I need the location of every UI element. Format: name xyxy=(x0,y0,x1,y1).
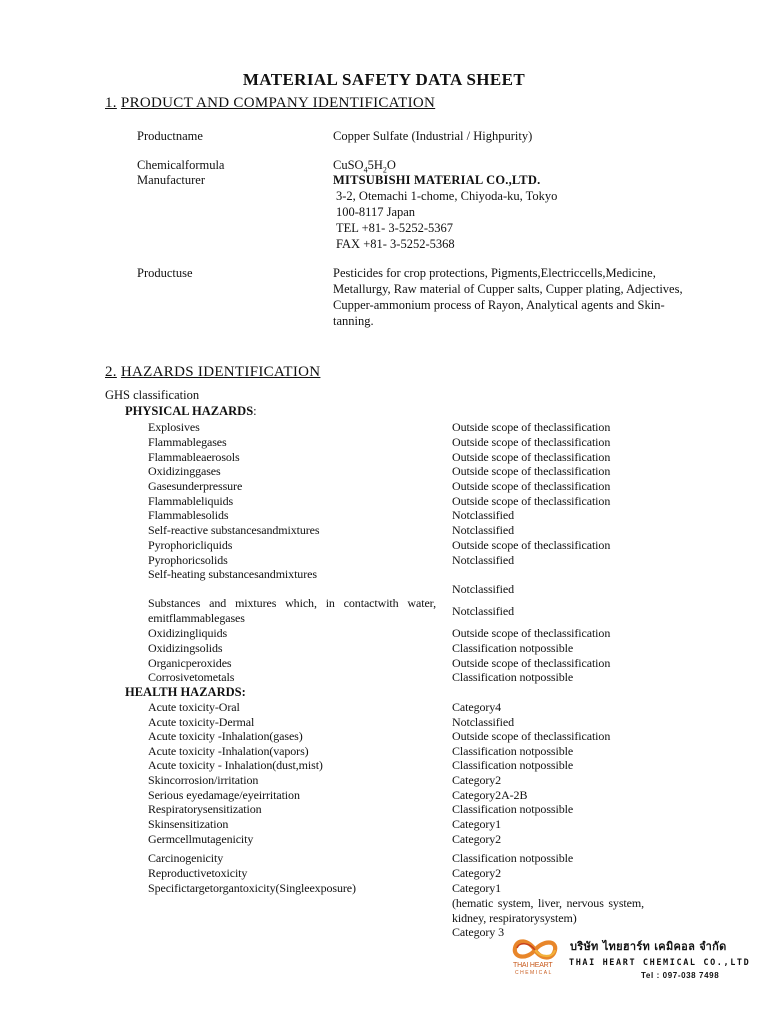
hazard-value: Outside scope of theclassification xyxy=(452,479,611,493)
physical-hazards-heading xyxy=(125,404,257,419)
hazard-value: Outside scope of theclassification xyxy=(452,464,611,478)
hazard-value: Classification notpossible xyxy=(452,758,574,772)
hazard-item: Reproductivetoxicity xyxy=(148,866,248,880)
hazard-item: Specifictargetorgantoxicity(Singleexposure) xyxy=(148,881,356,895)
hazard-item: Flammablegases xyxy=(148,435,227,449)
hazard-item: Acute toxicity-Oral xyxy=(148,700,240,714)
formula-label: Chemicalformula xyxy=(137,158,225,172)
telephone-line: TEL +81- 3-5252-5367 xyxy=(336,221,453,235)
physical-hazards-colon: : xyxy=(253,404,257,418)
hazard-item: Substances and mixtures which, in contactwith water, emitflammablegases xyxy=(148,596,436,625)
hazard-value: Classification notpossible xyxy=(452,641,574,655)
hazard-item: Acute toxicity -Inhalation(vapors) xyxy=(148,744,309,758)
hazard-item: Pyrophoricliquids xyxy=(148,538,233,552)
hazard-item: Self-heating substancesandmixtures xyxy=(148,567,317,581)
logo-brand-line-1: THAI HEART xyxy=(513,962,553,969)
hazard-item: Pyrophoricsolids xyxy=(148,553,228,567)
hazard-item: Acute toxicity - Inhalation(dust,mist) xyxy=(148,758,323,772)
hazard-item: Corrosivetometals xyxy=(148,670,235,684)
hazard-value: Category4 xyxy=(452,700,502,714)
hazard-item: Acute toxicity-Dermal xyxy=(148,715,255,729)
section-1-heading xyxy=(105,95,435,112)
hazard-value: Classification notpossible xyxy=(452,670,574,684)
ghs-classification-label: GHS classification xyxy=(105,388,200,402)
section-2-title: HAZARDS IDENTIFICATION xyxy=(120,364,321,380)
stot-target-organs-note: (hematic system, liver, nervous system, kidney, respiratorysystem) xyxy=(452,896,644,925)
address-line: 100-8117 Japan xyxy=(336,205,416,219)
company-name-english: THAI HEART CHEMICAL CO.,LTD xyxy=(569,958,751,968)
hazard-value: Category2 xyxy=(452,773,502,787)
hazard-item: Serious eyedamage/eyeirritation xyxy=(148,788,300,802)
formula-part-e: O xyxy=(386,158,396,172)
hazard-item: Flammablesolids xyxy=(148,508,229,522)
hazard-value: Outside scope of theclassification xyxy=(452,656,611,670)
formula-part-a: CuSO xyxy=(333,158,364,172)
section-1-number: 1. xyxy=(105,95,117,111)
section-2-heading xyxy=(105,364,320,381)
hazard-value: Outside scope of theclassification xyxy=(452,538,611,552)
product-name-value: Copper Sulfate (Industrial / Highpurity) xyxy=(333,129,533,143)
hazard-item: Oxidizingsolids xyxy=(148,641,223,655)
hazard-value: Notclassified xyxy=(452,553,515,567)
hazard-value: Notclassified xyxy=(452,604,515,618)
product-use-value: Pesticides for crop protections, Pigments,Electriccells,Medicine, Metallurgy, Raw material of Cupper salts, Cupper plating, Adjectives, Cupper-ammonium process of Rayon, Analytical agents and Skin-tanning. xyxy=(333,266,683,328)
section-2-number: 2. xyxy=(105,364,117,380)
hazard-value: Outside scope of theclassification xyxy=(452,420,611,434)
hazard-item: Germcellmutagenicity xyxy=(148,832,254,846)
product-use-label: Productuse xyxy=(137,266,193,280)
hazard-value: Outside scope of theclassification xyxy=(452,494,611,508)
hazard-item: Skincorrosion/irritation xyxy=(148,773,259,787)
hazard-value: Outside scope of theclassification xyxy=(452,729,611,743)
company-name-thai: บริษัท ไทยฮาร์ท เคมิคอล จำกัด xyxy=(570,940,727,953)
physical-hazards-title: PHYSICAL HAZARDS xyxy=(125,404,254,418)
hazard-value: Classification notpossible xyxy=(452,744,574,758)
hazard-value: Notclassified xyxy=(452,523,515,537)
hazard-value: Outside scope of theclassification xyxy=(452,435,611,449)
manufacturer-label: Manufacturer xyxy=(137,173,206,187)
hazard-value: Notclassified xyxy=(452,715,515,729)
company-telephone: Tel : 097-038 7498 xyxy=(641,971,720,980)
formula-sub-4: 4 xyxy=(363,165,368,175)
hazard-value: Classification notpossible xyxy=(452,851,574,865)
hazard-value: Outside scope of theclassification xyxy=(452,450,611,464)
hazard-value: Category2A-2B xyxy=(452,788,528,802)
hazard-item: Carcinogenicity xyxy=(148,851,224,865)
hazard-value: Notclassified xyxy=(452,508,515,522)
address-line: 3-2, Otemachi 1-chome, Chiyoda-ku, Tokyo xyxy=(336,189,558,203)
hazard-item: Oxidizingliquids xyxy=(148,626,228,640)
hazard-value: Notclassified xyxy=(452,582,515,596)
hazard-item: Acute toxicity -Inhalation(gases) xyxy=(148,729,303,743)
section-1-title: PRODUCT AND COMPANY IDENTIFICATION xyxy=(120,95,436,111)
hazard-item: Flammableaerosols xyxy=(148,450,240,464)
hazard-item: Organicperoxides xyxy=(148,656,232,670)
hazard-item: Respiratorysensitization xyxy=(148,802,262,816)
health-hazards-heading: HEALTH HAZARDS: xyxy=(125,685,246,699)
hazard-item: Gasesunderpressure xyxy=(148,479,243,493)
fax-line: FAX +81- 3-5252-5368 xyxy=(336,237,455,251)
hazard-value: Outside scope of theclassification xyxy=(452,626,611,640)
hazard-value: Category2 xyxy=(452,832,502,846)
hazard-value: Category1 xyxy=(452,881,502,895)
formula-sub-2: 2 xyxy=(382,165,387,175)
formula-part-c: 5H xyxy=(367,158,383,172)
hazard-item: Self-reactive substancesandmixtures xyxy=(148,523,320,537)
hazard-value: Classification notpossible xyxy=(452,802,574,816)
hazard-value: Category2 xyxy=(452,866,502,880)
hazard-value: Category1 xyxy=(452,817,502,831)
document-title: MATERIAL SAFETY DATA SHEET xyxy=(242,70,526,89)
hazard-item: Flammableliquids xyxy=(148,494,234,508)
hazard-value: Category 3 xyxy=(452,925,504,939)
product-name-label: Productname xyxy=(137,129,203,143)
hazard-item: Skinsensitization xyxy=(148,817,229,831)
hazard-item: Explosives xyxy=(148,420,200,434)
manufacturer-name: MITSUBISHI MATERIAL CO.,LTD. xyxy=(333,173,541,187)
logo-brand-line-2: CHEMICAL xyxy=(515,970,553,976)
hazard-item: Oxidizinggases xyxy=(148,464,221,478)
